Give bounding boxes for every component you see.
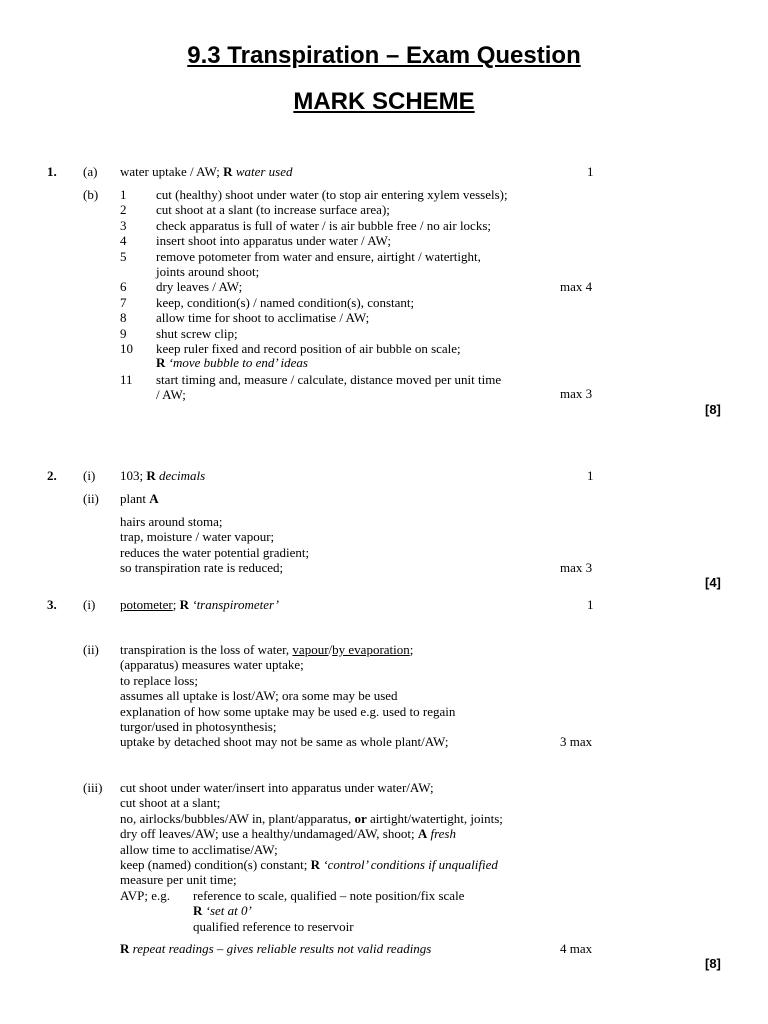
answer-line: hairs around stoma; (120, 514, 223, 529)
question-total: [8] (705, 402, 721, 417)
marks: 1 (587, 597, 594, 612)
marking-point-text: / AW; (156, 387, 186, 403)
marking-point-text: insert shoot into apparatus under water / AW; (156, 233, 391, 249)
question-number: 1. (47, 164, 57, 179)
marking-point-number: 4 (120, 233, 127, 249)
answer-line: cut shoot under water/insert into apparatus under water/AW; (120, 780, 434, 795)
part-label: (i) (83, 597, 96, 612)
marking-point-text: start timing and, measure / calculate, distance moved per unit time (156, 371, 502, 387)
marking-point-number: 3 (120, 217, 127, 233)
marks: max 3 (560, 386, 593, 401)
answer-line: cut shoot at a slant; (120, 795, 221, 811)
part-label: (iii) (83, 780, 103, 795)
part-label: (ii) (83, 491, 99, 506)
marking-point-number: 9 (120, 325, 127, 341)
answer-text: 103; R decimals (120, 468, 206, 483)
marking-point-number: 5 (120, 248, 127, 264)
marking-point-text: dry leaves / AW; (156, 279, 243, 295)
marking-point-text: shut screw clip; (156, 325, 238, 341)
reject-note: R ‘move bubble to end’ ideas (156, 355, 308, 370)
marking-point-number: 8 (120, 310, 127, 326)
marking-point-text: allow time for shoot to acclimatise / AW; (156, 310, 370, 326)
answer-line: dry off leaves/AW; use a healthy/undamaged/AW, shoot; A fresh (120, 826, 456, 842)
answer-line: no, airlocks/bubbles/AW in, plant/apparatus, or airtight/watertight, joints; (120, 810, 503, 826)
part-label: (ii) (83, 642, 99, 657)
question-total: [4] (705, 575, 721, 590)
marking-point-text: cut (healthy) shoot under water (to stop air entering xylem vessels); (156, 187, 508, 202)
answer-line: (apparatus) measures water uptake; (120, 657, 304, 673)
part-label: (a) (83, 164, 98, 179)
part-label: (i) (83, 468, 96, 483)
marks: 4 max (560, 941, 593, 956)
reject-note: R repeat readings – gives reliable results not valid readings (120, 941, 432, 956)
part-label: (b) (83, 187, 99, 202)
question-number: 2. (47, 468, 57, 483)
answer-line: explanation of how some uptake may be used e.g. used to regain (120, 703, 456, 719)
marking-point-text: keep, condition(s) / named condition(s), constant; (156, 294, 415, 310)
question-total: [8] (705, 956, 721, 971)
marks: max 3 (560, 560, 593, 575)
marking-point-text: keep ruler fixed and record position of air bubble on scale; (156, 341, 461, 356)
avp-label: AVP; e.g. (120, 887, 170, 903)
marking-point-number: 1 (120, 187, 127, 202)
page-title: 9.3 Transpiration – Exam Question (187, 42, 581, 69)
marks: 3 max (560, 734, 593, 749)
answer-text: potometer; R ‘transpirometer’ (120, 597, 279, 612)
answer-line: reference to scale, qualified – note position/fix scale (193, 887, 465, 903)
answer-line: trap, moisture / water vapour; (120, 529, 275, 545)
marking-point-text: check apparatus is full of water / is air bubble free / no air locks; (156, 217, 491, 233)
marking-point-number: 7 (120, 294, 127, 310)
answer-line: keep (named) condition(s) constant; R ‘control’ conditions if unqualified (120, 857, 498, 872)
question-number: 3. (47, 597, 57, 612)
answer-line: transpiration is the loss of water, vapour/by evaporation; (120, 642, 414, 657)
reject-note: R ‘set at 0’ (193, 903, 252, 919)
answer-line: so transpiration rate is reduced; (120, 560, 284, 576)
marking-point-number: 11 (120, 371, 133, 387)
marks: max 4 (560, 279, 593, 294)
answer-line: assumes all uptake is lost/AW; ora some may be used (120, 688, 398, 704)
page-subtitle: MARK SCHEME (293, 88, 475, 115)
answer-text: water uptake / AW; R water used (120, 164, 293, 179)
marks: 1 (587, 164, 594, 179)
answer-text: plant A (120, 491, 159, 506)
marking-point-number: 10 (120, 341, 133, 356)
marking-point-text: cut shoot at a slant (to increase surface area); (156, 202, 390, 218)
marking-point-number: 6 (120, 279, 127, 295)
answer-line: to replace loss; (120, 672, 198, 688)
marks: 1 (587, 468, 594, 483)
marking-point-number: 2 (120, 202, 127, 218)
answer-line: reduces the water potential gradient; (120, 544, 310, 560)
answer-line: turgor/used in photosynthesis; (120, 719, 277, 734)
marking-point-text: joints around shoot; (156, 264, 260, 279)
answer-line: qualified reference to reservoir (193, 918, 354, 934)
answer-line: measure per unit time; (120, 872, 237, 888)
answer-line: allow time to acclimatise/AW; (120, 841, 278, 857)
marking-point-text: remove potometer from water and ensure, airtight / watertight, (156, 248, 481, 264)
answer-line: uptake by detached shoot may not be same as whole plant/AW; (120, 734, 449, 750)
